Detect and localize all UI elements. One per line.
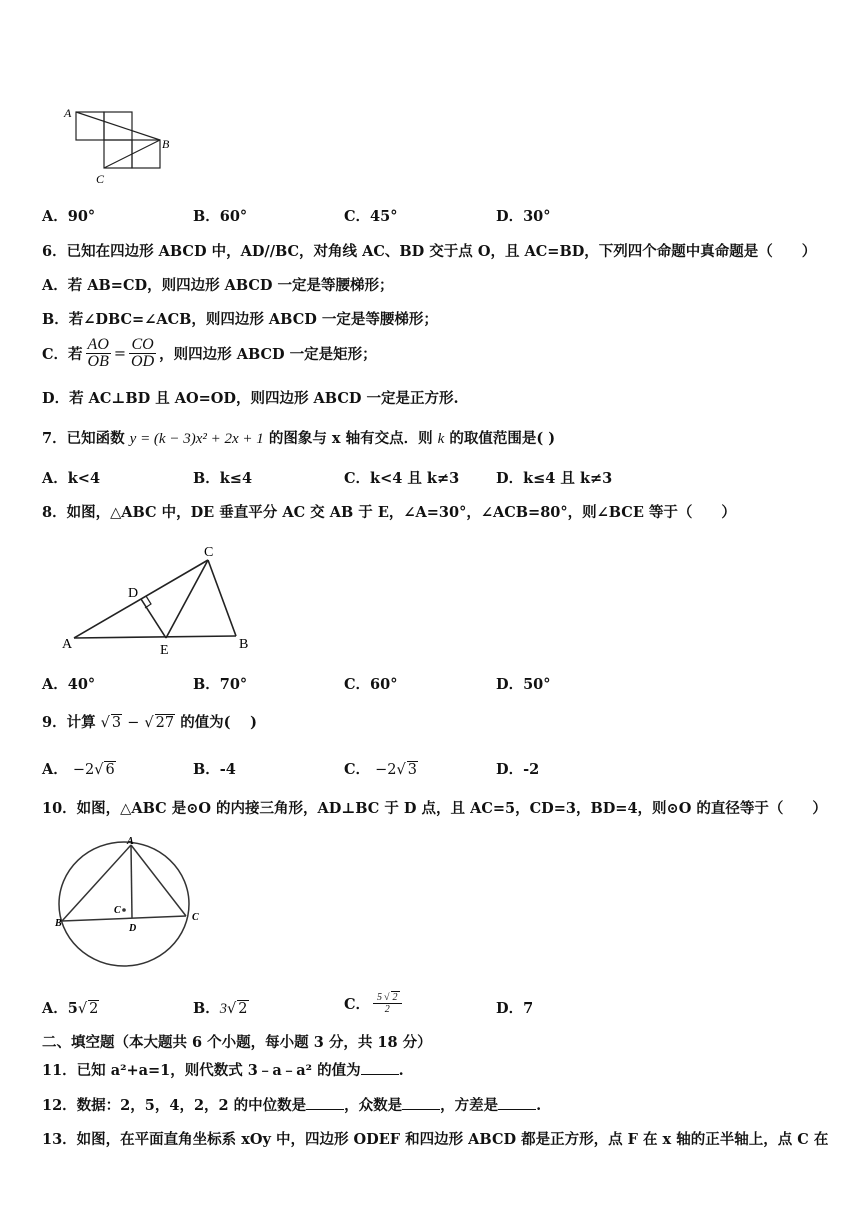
- q10-side-bc: [62, 916, 186, 921]
- q7-option-b[interactable]: B．k≤4: [193, 470, 253, 487]
- q10-option-d[interactable]: D．7: [496, 1000, 534, 1017]
- q6-stem: 6．已知在四边形 ABCD 中，AD//BC，对角线 AC、BD 交于点 O，且 AC=BD，下列四个命题中真命题是（ ）: [42, 243, 817, 260]
- q10-label-center: C: [114, 905, 121, 916]
- q6-fraction-ao-ob: $\frac{AO}{OB}$: [87, 336, 109, 370]
- q6-option-c[interactable]: [42, 337, 377, 370]
- q8-option-c[interactable]: C．60°: [344, 676, 398, 693]
- q5-square-bottom-left: [104, 140, 132, 168]
- q6-option-c-prefix: C．若: [42, 346, 83, 363]
- q9-stem: 9．计算 √ 3 − √ 27 的值为( ): [42, 714, 257, 731]
- q10-option-a[interactable]: A．5√ 2: [42, 1000, 99, 1017]
- section-2-heading: 二、填空题（本大题共 6 个小题，每小题 3 分，共 18 分）: [42, 1034, 432, 1051]
- q7-option-a[interactable]: A．k<4: [42, 470, 101, 487]
- q10-center-dot: [122, 908, 126, 912]
- q6-option-c-suffix: ，则四边形 ABCD 一定是矩形；: [159, 346, 377, 363]
- q10-figure: [52, 834, 212, 974]
- q8-segment-de: [141, 599, 166, 638]
- q10-circle: [59, 842, 189, 966]
- q8-label-c: C: [204, 545, 214, 560]
- q8-option-b[interactable]: B．70°: [193, 676, 248, 693]
- q10-segment-ad: [131, 845, 132, 918]
- q9-option-c[interactable]: C． −2√ 3: [344, 761, 417, 778]
- q11-stem: 11．已知 a²+a=1，则代数式 3﹣a﹣a² 的值为 .: [42, 1062, 404, 1079]
- q13-stem: 13．如图，在平面直角坐标系 xOy 中，四边形 ODEF 和四边形 ABCD 都是正方形，点 F 在 x 轴的正半轴上，点 C 在: [42, 1131, 829, 1148]
- q11-answer-blank[interactable]: [361, 1060, 399, 1075]
- q5-label-a: A: [64, 106, 72, 120]
- q8-label-a: A: [62, 637, 73, 652]
- q10-option-c-fraction: $\frac{5 √ 2}{2}$: [373, 991, 402, 1015]
- q12-median-blank[interactable]: [306, 1095, 344, 1110]
- q7-formula: y = (k − 3)x² + 2x + 1: [129, 431, 264, 447]
- q12-stem: 12．数据：2，5，4，2，2 的中位数是 ，众数是 ，方差是 .: [42, 1097, 542, 1114]
- q8-stem: 8．如图，△ABC 中，DE 垂直平分 AC 交 AB 于 E，∠A=30°，∠ACB=80°，则∠BCE 等于（ ）: [42, 504, 736, 521]
- q10-option-c[interactable]: C． $\frac{5 √ 2}{2}$: [344, 991, 405, 1015]
- q6-option-d[interactable]: D．若 AC⊥BD 且 AO=OD，则四边形 ABCD 一定是正方形.: [42, 390, 459, 407]
- q12-variance-blank[interactable]: [498, 1095, 536, 1110]
- q9-option-a[interactable]: A． −2√ 6: [42, 761, 115, 778]
- q7-option-d[interactable]: D．k≤4 且 k≠3: [496, 470, 613, 487]
- q9-sqrt-3: √ 3: [100, 715, 122, 731]
- q8-label-b: B: [239, 637, 249, 652]
- q5-square-bottom-right: [132, 140, 160, 168]
- q7-variable-k: k: [437, 431, 445, 447]
- q8-side-cb: [208, 560, 236, 636]
- q8-label-e: E: [160, 643, 169, 658]
- q5-option-a[interactable]: A．90°: [42, 208, 96, 225]
- q8-figure: [58, 540, 258, 660]
- q6-equals: =: [113, 345, 127, 362]
- q5-label-c: C: [96, 172, 105, 186]
- q9-sqrt-27: √ 27: [144, 715, 175, 731]
- q10-side-ac: [131, 845, 186, 916]
- q10-label-a: A: [127, 836, 134, 847]
- q10-stem: 10．如图，△ABC 是⊙O 的内接三角形，AD⊥BC 于 D 点，且 AC=5，CD=3，BD=4，则⊙O 的直径等于（ ）: [42, 800, 827, 817]
- q9-option-b[interactable]: B．-4: [193, 761, 236, 778]
- q5-option-c[interactable]: C．45°: [344, 208, 398, 225]
- q10-label-d: D: [129, 923, 137, 934]
- q7-option-c[interactable]: C．k<4 且 k≠3: [344, 470, 460, 487]
- q8-label-d: D: [128, 586, 139, 601]
- q6-fraction-co-od: $\frac{CO}{OD}$: [131, 336, 155, 370]
- q5-line-ab: [76, 112, 160, 140]
- q12-mode-blank[interactable]: [402, 1095, 440, 1110]
- q9-option-d[interactable]: D．-2: [496, 761, 540, 778]
- q5-label-b: B: [162, 137, 170, 151]
- q10-label-b: B: [55, 918, 62, 929]
- q6-option-a[interactable]: A．若 AB=CD，则四边形 ABCD 一定是等腰梯形；: [42, 277, 394, 294]
- q10-option-b[interactable]: B．3√ 2: [193, 1000, 248, 1017]
- q5-figure: [60, 104, 180, 188]
- q8-option-d[interactable]: D．50°: [496, 676, 551, 693]
- q8-option-a[interactable]: A．40°: [42, 676, 96, 693]
- q6-option-b[interactable]: B．若∠DBC=∠ACB，则四边形 ABCD 一定是等腰梯形；: [42, 311, 438, 328]
- q5-option-b[interactable]: B．60°: [193, 208, 248, 225]
- q7-stem: 7．已知函数 y = (k − 3)x² + 2x + 1 的图象与 x 轴有交点．则 k 的取值范围是( ): [42, 430, 556, 447]
- q5-option-d[interactable]: D．30°: [496, 208, 551, 225]
- q8-side-ab: [74, 636, 236, 638]
- q10-label-c: C: [192, 912, 199, 923]
